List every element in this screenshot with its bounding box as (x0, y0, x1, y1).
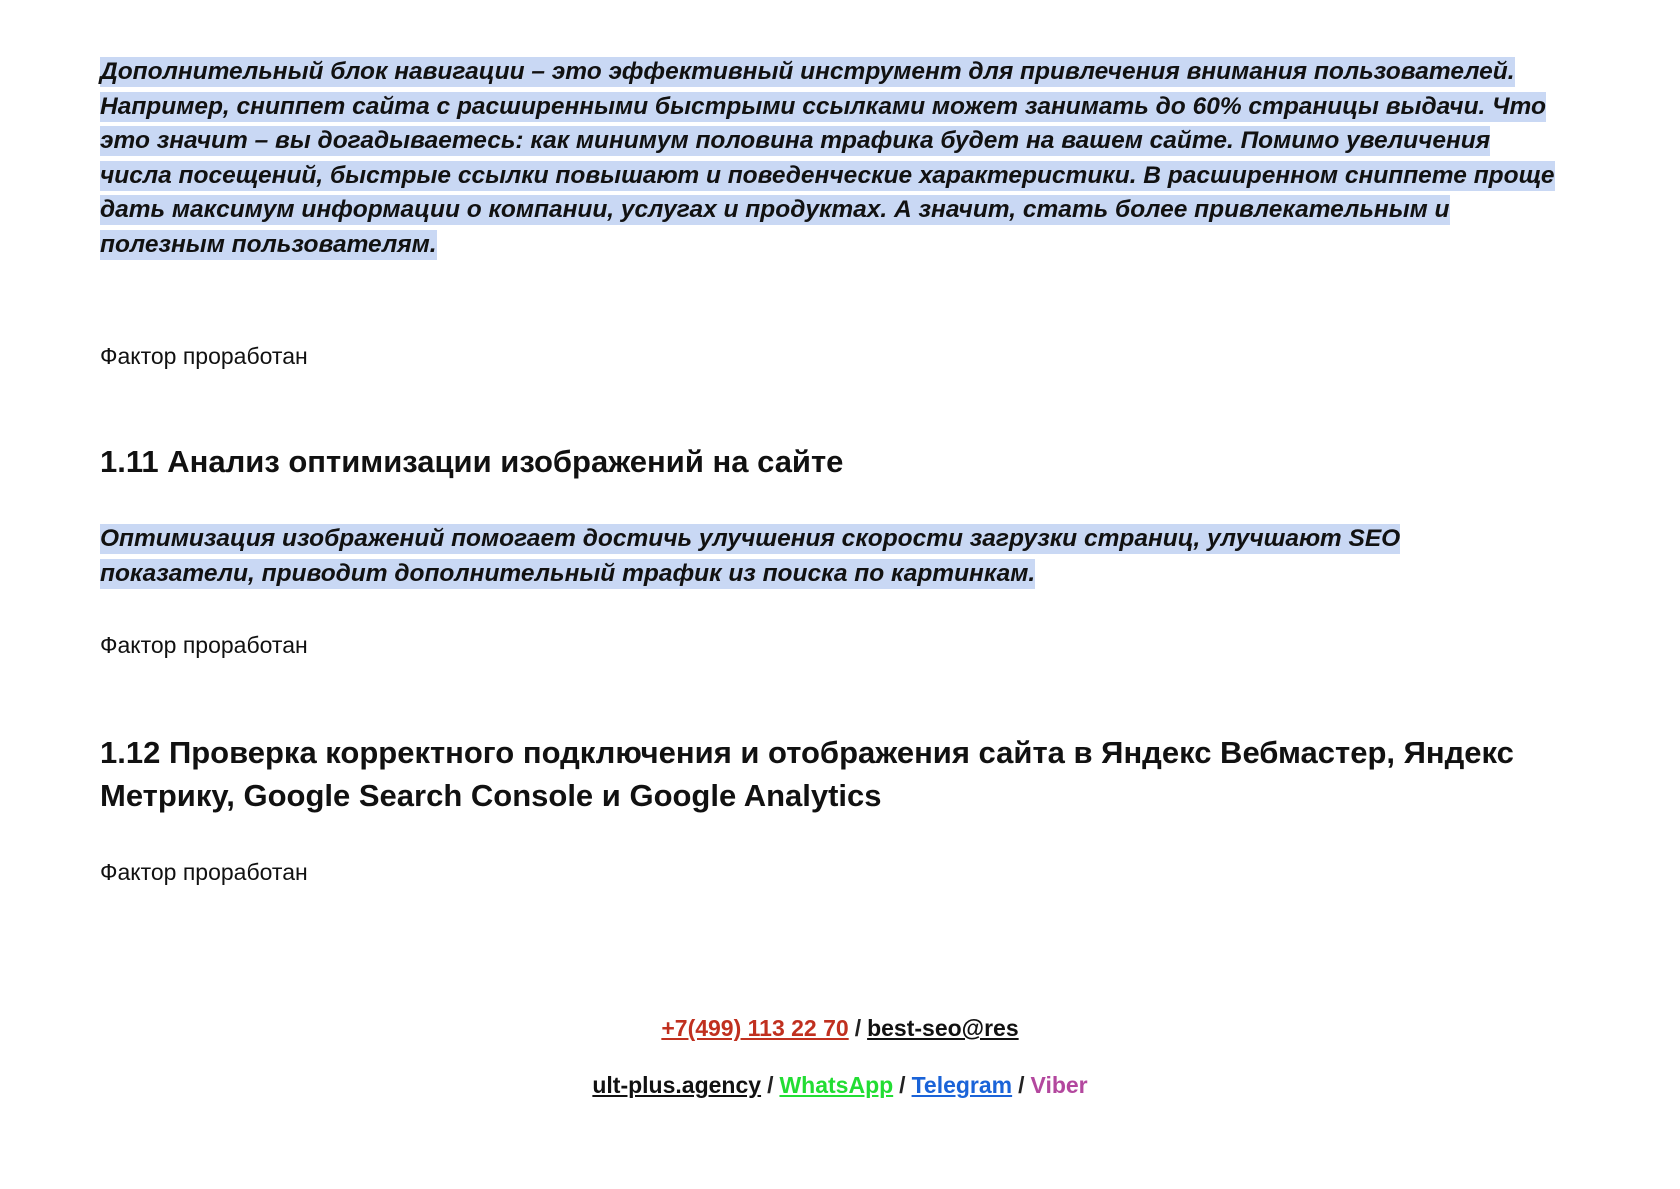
viber-link[interactable]: Viber (1030, 1072, 1088, 1098)
separator: / (767, 1072, 774, 1098)
telegram-link[interactable]: Telegram (911, 1072, 1013, 1098)
phone-link[interactable]: +7(499) 113 22 70 (661, 1015, 849, 1041)
separator: / (854, 1015, 862, 1041)
footer-contacts-line-1 (0, 1013, 1680, 1043)
footer-contacts-line-2 (0, 1070, 1680, 1100)
section-1-11-status: Фактор проработан (100, 632, 308, 658)
email-link[interactable]: best-seo@res (867, 1015, 1019, 1041)
separator: / (899, 1072, 906, 1098)
section-1-10-status: Фактор проработан (100, 343, 308, 369)
callout-highlight-text: Дополнительный блок навигации – это эффективный инструмент для привлечения внимания пользователей. Например, сниппет сайта с расширенными быстрыми ссылками может занимать до 60% страницы выдачи. Что это значит – вы догадываетесь: как минимум половина трафика будет на вашем сайте. Помимо увеличения числа посещений, быстрые ссылки повышают и поведенческие характеристики. В расширенном сниппете проще дать максимум информации о компании, услугах и продуктах. А значит, стать более привлекательным и полезным пользователям. (100, 58, 1555, 258)
section-1-10-callout (100, 55, 1560, 262)
section-1-11-callout (100, 522, 1560, 591)
section-1-12-status: Фактор проработан (100, 859, 308, 885)
separator: / (1018, 1072, 1025, 1098)
callout-highlight-text: Оптимизация изображений помогает достичь улучшения скорости загрузки страниц, улучшают SEO показатели, приводит дополнительный трафик из поиска по картинкам. (100, 525, 1401, 587)
section-1-12-heading: 1.12 Проверка корректного подключения и отображения сайта в Яндекс Вебмастер, Яндекс Метрику, Google Search Console и Google Analytics (100, 735, 1514, 813)
whatsapp-link[interactable]: WhatsApp (779, 1072, 894, 1098)
section-1-11-heading: 1.11 Анализ оптимизации изображений на сайте (100, 444, 844, 479)
email-link-continued[interactable]: ult-plus.agency (592, 1072, 762, 1098)
